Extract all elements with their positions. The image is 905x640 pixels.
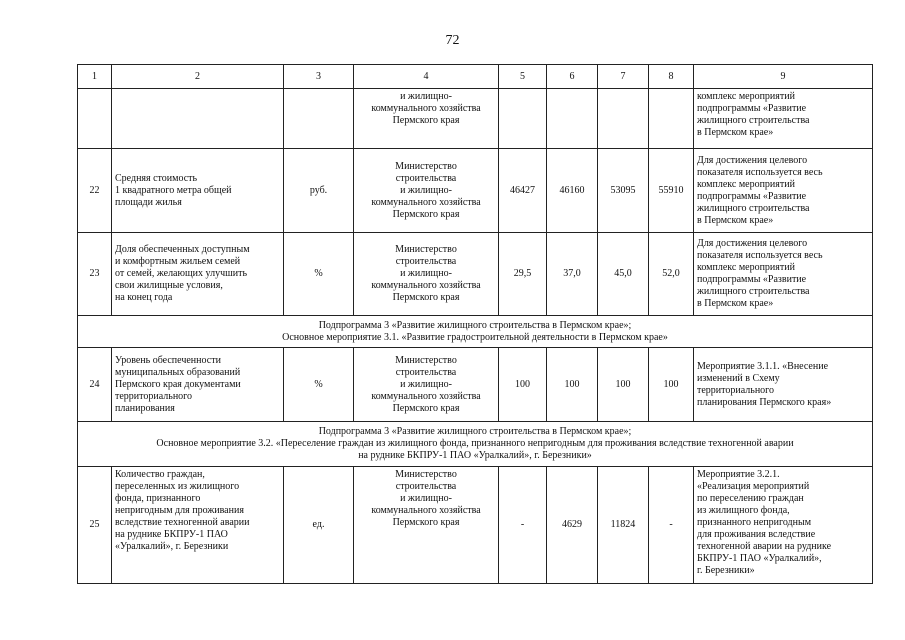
header-cell: 8 (649, 65, 694, 89)
cell-note: Мероприятие 3.1.1. «Внесение изменений в Схему территориального планирования Пермского края» (694, 348, 873, 422)
header-cell: 3 (284, 65, 354, 89)
cell-value: - (499, 467, 547, 584)
cell-num: 23 (78, 233, 112, 316)
cell-num: 24 (78, 348, 112, 422)
page-number: 72 (445, 33, 460, 48)
table-row (78, 467, 873, 584)
cell-indicator (112, 89, 284, 149)
cell-unit: руб. (284, 149, 354, 233)
cell-executor: Министерство строительства и жилищно- коммунального хозяйства Пермского края (354, 348, 499, 422)
cell-value: 53095 (598, 149, 649, 233)
cell-value: - (649, 467, 694, 584)
indicators-table (77, 64, 873, 584)
cell-executor: Министерство строительства и жилищно- коммунального хозяйства Пермского края (354, 149, 499, 233)
cell-value: 52,0 (649, 233, 694, 316)
table-row (78, 233, 873, 316)
section-heading: Подпрограмма 3 «Развитие жилищного строительства в Пермском крае»; Основное мероприятие 3.1. «Развитие градостроительной деятельности в Пермском крае» (78, 316, 873, 348)
cell-value: 46427 (499, 149, 547, 233)
header-cell: 7 (598, 65, 649, 89)
cell-num: 25 (78, 467, 112, 584)
cell-value (547, 89, 598, 149)
header-cell: 2 (112, 65, 284, 89)
cell-value: 11824 (598, 467, 649, 584)
cell-executor: Министерство строительства и жилищно- коммунального хозяйства Пермского края (354, 467, 499, 584)
cell-note: комплекс мероприятий подпрограммы «Развитие жилищного строительства в Пермском крае» (694, 89, 873, 149)
cell-unit (284, 89, 354, 149)
cell-executor: Министерство строительства и жилищно- коммунального хозяйства Пермского края (354, 233, 499, 316)
cell-indicator: Средняя стоимость 1 квадратного метра общей площади жилья (112, 149, 284, 233)
cell-value: 55910 (649, 149, 694, 233)
cell-value: 37,0 (547, 233, 598, 316)
cell-value: 45,0 (598, 233, 649, 316)
cell-value (499, 89, 547, 149)
cell-value: 4629 (547, 467, 598, 584)
cell-value: 46160 (547, 149, 598, 233)
header-cell: 1 (78, 65, 112, 89)
cell-num: 22 (78, 149, 112, 233)
table-row (78, 149, 873, 233)
cell-value: 100 (499, 348, 547, 422)
cell-value: 29,5 (499, 233, 547, 316)
cell-value: 100 (649, 348, 694, 422)
cell-value (649, 89, 694, 149)
table-row-continuation (78, 89, 873, 149)
table-row (78, 348, 873, 422)
cell-value: 100 (598, 348, 649, 422)
cell-note: Мероприятие 3.2.1. «Реализация мероприятий по переселению граждан из жилищного фонда, признанного непригодным для проживания вследствие техногенной аварии на руднике БКПРУ-1 ПАО «Уралкалий», г. Березники» (694, 467, 873, 584)
header-cell: 9 (694, 65, 873, 89)
cell-unit: % (284, 233, 354, 316)
section-row (78, 422, 873, 467)
cell-num (78, 89, 112, 149)
cell-indicator: Уровень обеспеченности муниципальных образований Пермского края документами территориального планирования (112, 348, 284, 422)
cell-executor: и жилищно- коммунального хозяйства Пермского края (354, 89, 499, 149)
cell-indicator: Доля обеспеченных доступным и комфортным жильем семей от семей, желающих улучшить свои жилищные условия, на конец года (112, 233, 284, 316)
table-header-row (78, 65, 873, 89)
cell-value (598, 89, 649, 149)
cell-note: Для достижения целевого показателя используется весь комплекс мероприятий подпрограммы «Развитие жилищного строительства в Пермском крае» (694, 233, 873, 316)
cell-value: 100 (547, 348, 598, 422)
cell-unit: % (284, 348, 354, 422)
section-heading: Подпрограмма 3 «Развитие жилищного строительства в Пермском крае»; Основное мероприятие 3.2. «Переселение граждан из жилищного фонда, признанного непригодным для проживания вследствие техногенной аварии на руднике БКПРУ-1 ПАО «Уралкалий», г. Березники» (78, 422, 873, 467)
header-cell: 6 (547, 65, 598, 89)
header-cell: 5 (499, 65, 547, 89)
cell-unit: ед. (284, 467, 354, 584)
cell-indicator: Количество граждан, переселенных из жилищного фонда, признанного непригодным для проживания вследствие техногенной аварии на руднике БКПРУ-1 ПАО «Уралкалий», г. Березники (112, 467, 284, 584)
section-row (78, 316, 873, 348)
cell-note: Для достижения целевого показателя используется весь комплекс мероприятий подпрограммы «Развитие жилищного строительства в Пермском крае» (694, 149, 873, 233)
header-cell: 4 (354, 65, 499, 89)
